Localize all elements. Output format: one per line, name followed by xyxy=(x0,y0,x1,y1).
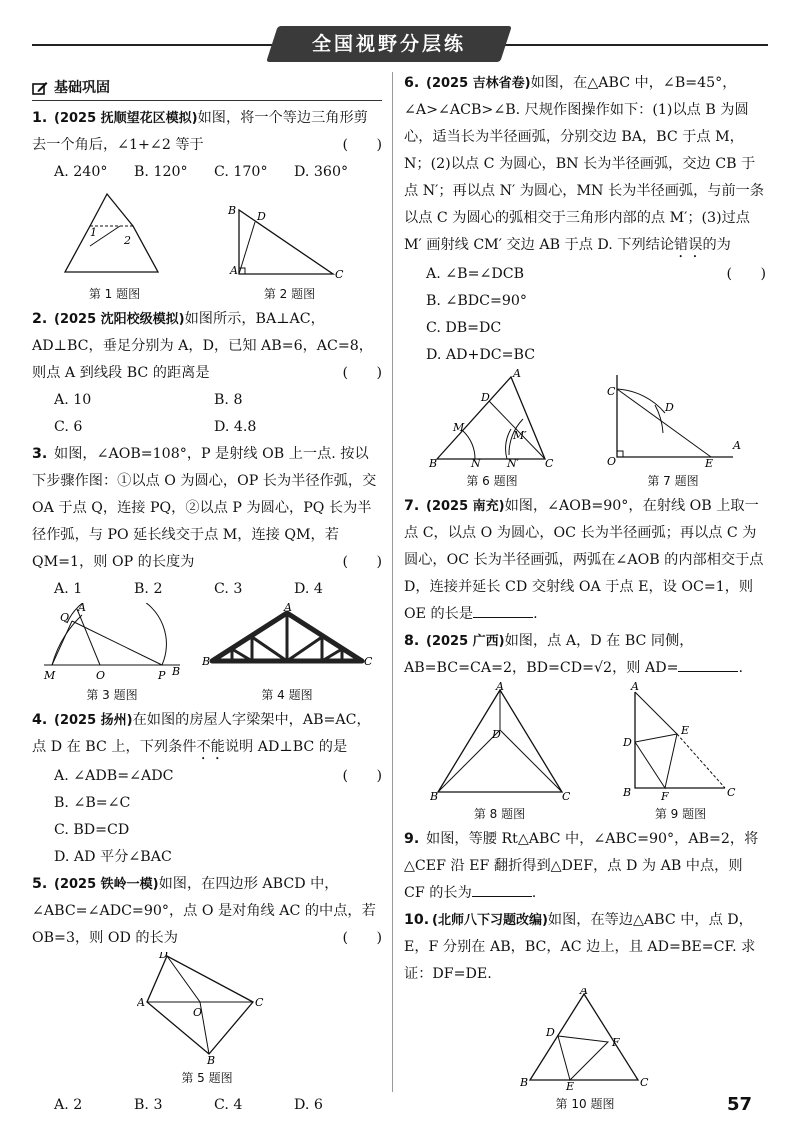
fig6-label-n-prime: N′ xyxy=(507,457,520,469)
fig10-label-d: D xyxy=(546,1026,555,1039)
fig3-label-b: B xyxy=(172,665,181,678)
figure-row xyxy=(32,186,382,302)
question-4 xyxy=(32,707,382,871)
left-column xyxy=(32,76,382,1119)
question-2 xyxy=(32,306,382,441)
question-source: (2025 沈阳校级模拟) xyxy=(54,312,185,327)
question-number: 8. xyxy=(404,633,420,649)
question-text-end: 的为 xyxy=(702,237,731,253)
fig2-label-d: D xyxy=(256,210,266,223)
figure-row xyxy=(404,682,766,822)
question-source: (北师八下习题改编) xyxy=(432,913,548,928)
question-number: 6. xyxy=(404,75,420,91)
fig5-label-d: D xyxy=(159,952,168,961)
header-rule-right xyxy=(500,44,768,46)
fig8-label-d: D xyxy=(491,728,501,741)
figure-4 xyxy=(202,603,372,703)
fig2-label-a: A xyxy=(229,264,238,277)
options xyxy=(32,387,382,441)
figure-8 xyxy=(430,682,570,822)
answer-paren: ( ) xyxy=(342,930,382,946)
question-number: 5. xyxy=(32,876,48,892)
fig4-label-b: B xyxy=(202,655,211,668)
fig7-label-e: E xyxy=(705,457,714,469)
answer-blank[interactable] xyxy=(678,657,738,672)
option-b: B. ∠B=∠C xyxy=(54,795,131,811)
option-a: A. 240° xyxy=(54,164,108,180)
fig10-label-f: F xyxy=(612,1036,620,1049)
question-number: 10. xyxy=(404,912,430,928)
question-text: 在如图的房屋人字梁架中，AB=AC，点 D 在 BC 上，下列条件 xyxy=(32,712,371,755)
figure-4-diagram xyxy=(202,603,372,683)
option-d: D. 6 xyxy=(294,1097,323,1113)
question-5 xyxy=(32,871,382,1119)
option-b: B. 120° xyxy=(134,164,188,180)
fig9-label-f: F xyxy=(660,790,669,802)
answer-paren: ( ) xyxy=(342,137,382,153)
pencil-icon xyxy=(32,81,48,95)
fig6-label-m-prime: M′ xyxy=(513,429,527,442)
question-3 xyxy=(32,441,382,703)
fig7-label-a: A xyxy=(733,439,741,452)
fig8-label-a: A xyxy=(495,682,504,693)
fig6-label-n: N xyxy=(471,457,481,469)
question-source: (2025 吉林省卷) xyxy=(426,76,531,91)
figure-caption: 第 10 题图 xyxy=(555,1097,615,1111)
figure-caption: 第 1 题图 xyxy=(88,287,141,301)
answer-paren: ( ) xyxy=(342,554,382,570)
header-title: 全国视野分层练 xyxy=(311,33,466,55)
figure-5-diagram xyxy=(137,952,277,1066)
figure-row xyxy=(404,369,766,489)
figure-3 xyxy=(42,603,182,703)
option-a: A. ∠ADB=∠ADC xyxy=(54,768,174,784)
figure-7-diagram xyxy=(603,369,743,469)
fig2-label-b: B xyxy=(227,204,236,217)
fig3-label-p: P xyxy=(158,669,166,682)
question-text: 如图，将一个等边三角形剪去一个角后，∠1+∠2 等于 xyxy=(32,110,368,153)
figure-8-diagram xyxy=(430,682,570,802)
figure-row xyxy=(32,952,382,1086)
question-end: . xyxy=(531,885,537,901)
option-d: D. 4 xyxy=(294,581,323,597)
fig5-label-b: B xyxy=(207,1054,216,1066)
fig1-label-2: 2 xyxy=(123,234,131,247)
fig7-label-o: O xyxy=(607,455,617,468)
figure-3-diagram xyxy=(42,603,182,683)
fig9-label-a: A xyxy=(630,682,639,693)
figure-row xyxy=(404,988,766,1112)
options xyxy=(32,763,343,871)
question-8 xyxy=(404,628,766,822)
option-d: D. 4.8 xyxy=(214,419,257,435)
question-10 xyxy=(404,907,766,1112)
question-emphasis: 错误 xyxy=(674,237,703,253)
fig8-label-b: B xyxy=(429,790,438,802)
figure-caption: 第 2 题图 xyxy=(263,287,316,301)
question-text: 如图，在四边形 ABCD 中，∠ABC=∠ADC=90°，点 O 是对角线 AC 的中点，若 OB=3，则 OD 的长为 xyxy=(32,876,376,946)
fig5-label-c: C xyxy=(255,996,264,1009)
option-c: C. 170° xyxy=(214,164,268,180)
question-source: (2025 抚顺望花区模拟) xyxy=(54,111,198,126)
fig2-label-c: C xyxy=(334,268,343,281)
answer-paren: ( ) xyxy=(342,365,382,381)
figure-1 xyxy=(60,186,170,302)
figure-caption: 第 6 题图 xyxy=(466,474,518,488)
question-number: 3. xyxy=(32,446,48,462)
fig9-label-c: C xyxy=(726,786,735,799)
question-9 xyxy=(404,826,766,907)
fig10-label-c: C xyxy=(640,1076,649,1089)
fig7-label-d: D xyxy=(665,401,674,414)
fig5-label-o: O xyxy=(193,1006,203,1019)
question-source: (2025 扬州) xyxy=(54,713,133,728)
question-text-end: 说明 AD⊥BC 的是 xyxy=(224,739,348,755)
figure-caption: 第 5 题图 xyxy=(181,1071,233,1085)
fig9-label-d: D xyxy=(622,736,632,749)
answer-paren: ( ) xyxy=(342,768,382,784)
question-end: . xyxy=(533,606,538,622)
option-b: B. 2 xyxy=(134,581,163,597)
option-d: D. 360° xyxy=(294,164,349,180)
option-c: C. 4 xyxy=(214,1097,243,1113)
question-text: 如图，在△ABC 中，∠B=45°，∠A>∠ACB>∠B. 尺规作图操作如下：(1)以点 B 为圆心，适当长为半径画弧，分别交边 BA，BC 于点 M，N；(2)以点 C 为圆心，BN 长为半径画弧，交边 CB 于点 N′；再以点 N′ 为圆心，MN 长为半径画弧，与前一条以点 C 为圆心的弧相交于三角形内部的点 M′；(3)过点 M′ 画射线 CM′ 交边 AB 于点 D. 下列结论 xyxy=(404,75,765,253)
question-number: 4. xyxy=(32,712,48,728)
question-text: 如图，∠AOB=108°，P 是射线 OB 上一点. 按以下步骤作图：①以点 O 为圆心，OP 长为半径作弧，交 OA 于点 Q，连接 PQ，②以点 P 为圆心，PQ 长为半径作弧，与 PO 延长线交于点 M，连接 QM，若 QM=1，则 OP 的长度为 xyxy=(32,446,377,570)
question-number: 9. xyxy=(404,831,420,847)
figure-2 xyxy=(225,202,355,302)
question-6 xyxy=(404,70,766,489)
question-source: (2025 南充) xyxy=(426,499,505,514)
question-source: (2025 铁岭一模) xyxy=(54,877,159,892)
fig10-label-a: A xyxy=(580,988,588,997)
question-number: 1. xyxy=(32,110,48,126)
page-number: 57 xyxy=(726,1094,752,1115)
fig8-label-c: C xyxy=(561,790,570,802)
header-rule-left xyxy=(32,44,282,46)
figure-6-diagram xyxy=(427,369,557,469)
figure-caption: 第 7 题图 xyxy=(647,474,699,488)
answer-paren: ( ) xyxy=(726,266,766,282)
figure-caption: 第 3 题图 xyxy=(86,688,138,702)
fig6-label-d: D xyxy=(481,391,490,404)
option-b: B. 3 xyxy=(134,1097,163,1113)
options xyxy=(32,159,382,186)
option-a: A. 1 xyxy=(54,581,83,597)
figure-2-diagram xyxy=(225,202,355,282)
fig10-label-e: E xyxy=(566,1080,575,1092)
options xyxy=(404,261,727,369)
option-d: D. AD+DC=BC xyxy=(426,347,536,363)
fig7-label-c: C xyxy=(607,385,616,398)
option-a: A. 10 xyxy=(54,392,92,408)
figure-caption: 第 9 题图 xyxy=(654,807,707,821)
question-source: (2025 广西) xyxy=(426,634,505,649)
figure-5 xyxy=(137,952,277,1086)
question-7 xyxy=(404,493,766,628)
options xyxy=(32,1092,382,1119)
section-header xyxy=(32,76,382,101)
right-column xyxy=(404,70,766,1112)
option-c: C. 3 xyxy=(214,581,243,597)
options xyxy=(32,576,382,603)
figure-caption: 第 8 题图 xyxy=(473,807,526,821)
option-d: D. AD 平分∠BAC xyxy=(54,849,172,865)
fig6-label-m: M xyxy=(453,421,465,434)
question-end: . xyxy=(738,660,743,676)
question-text: 如图，∠AOB=90°，在射线 OB 上取一点 C，以点 O 为圆心，OC 长为半径画弧；再以点 C 为圆心，OC 长为半径画弧，两弧在∠AOB 的内部相交于点 D，连接并延长 CD 交射线 OA 于点 E，设 OC=1，则 OE 的长是 xyxy=(404,498,764,622)
fig3-label-m: M xyxy=(44,669,56,682)
fig6-label-c: C xyxy=(545,457,554,469)
fig5-label-a: A xyxy=(137,996,145,1009)
option-c: C. 6 xyxy=(54,419,83,435)
option-b: B. 8 xyxy=(214,392,243,408)
fig4-label-c: C xyxy=(364,655,372,668)
figure-caption: 第 4 题图 xyxy=(261,688,313,702)
question-number: 2. xyxy=(32,311,48,327)
fig4-label-a: A xyxy=(284,603,292,614)
fig3-label-a: A xyxy=(78,603,86,614)
figure-row xyxy=(32,603,382,703)
option-b: B. ∠BDC=90° xyxy=(426,293,528,309)
question-text: 如图，在等边△ABC 中，点 D，E，F 分别在 AB，BC，AC 边上，且 AD=BE=CF. 求证：DF=DE. xyxy=(404,912,756,982)
figure-1-diagram xyxy=(60,186,170,282)
fig9-label-e: E xyxy=(680,724,689,737)
figure-10 xyxy=(520,988,650,1112)
fig3-label-q: Q xyxy=(60,611,70,624)
option-a: A. ∠B=∠DCB xyxy=(426,266,525,282)
question-text: 如图，点 A，D 在 BC 同侧，AB=BC=CA=2，BD=CD=√2，则 AD= xyxy=(404,633,694,676)
answer-blank[interactable] xyxy=(472,882,532,897)
question-emphasis: 不能 xyxy=(196,739,225,755)
option-a: A. 2 xyxy=(54,1097,83,1113)
question-1 xyxy=(32,105,382,302)
fig9-label-b: B xyxy=(622,786,631,799)
column-divider xyxy=(392,72,393,1092)
fig1-label-1: 1 xyxy=(89,226,97,239)
question-number: 7. xyxy=(404,498,420,514)
question-text: 如图，等腰 Rt△ABC 中，∠ABC=90°，AB=2，将△CEF 沿 EF 翻折得到△DEF，点 D 为 AB 中点，则 CF 的长为 xyxy=(404,831,759,901)
fig10-label-b: B xyxy=(520,1076,529,1089)
fig6-label-a: A xyxy=(513,369,521,380)
option-c: C. BD=CD xyxy=(54,822,130,838)
figure-7 xyxy=(603,369,743,489)
figure-9-diagram xyxy=(621,682,741,802)
option-c: C. DB=DC xyxy=(426,320,502,336)
figure-6 xyxy=(427,369,557,489)
question-text: 如图所示，BA⊥AC，AD⊥BC，垂足分别为 A，D，已知 AB=6，AC=8，则点 A 到线段 BC 的距离是 xyxy=(32,311,373,381)
fig3-label-o: O xyxy=(96,669,106,682)
figure-10-diagram xyxy=(520,988,650,1092)
section-title: 基础巩固 xyxy=(54,80,110,96)
fig6-label-b: B xyxy=(429,457,438,469)
answer-blank[interactable] xyxy=(473,603,533,618)
figure-9 xyxy=(621,682,741,822)
